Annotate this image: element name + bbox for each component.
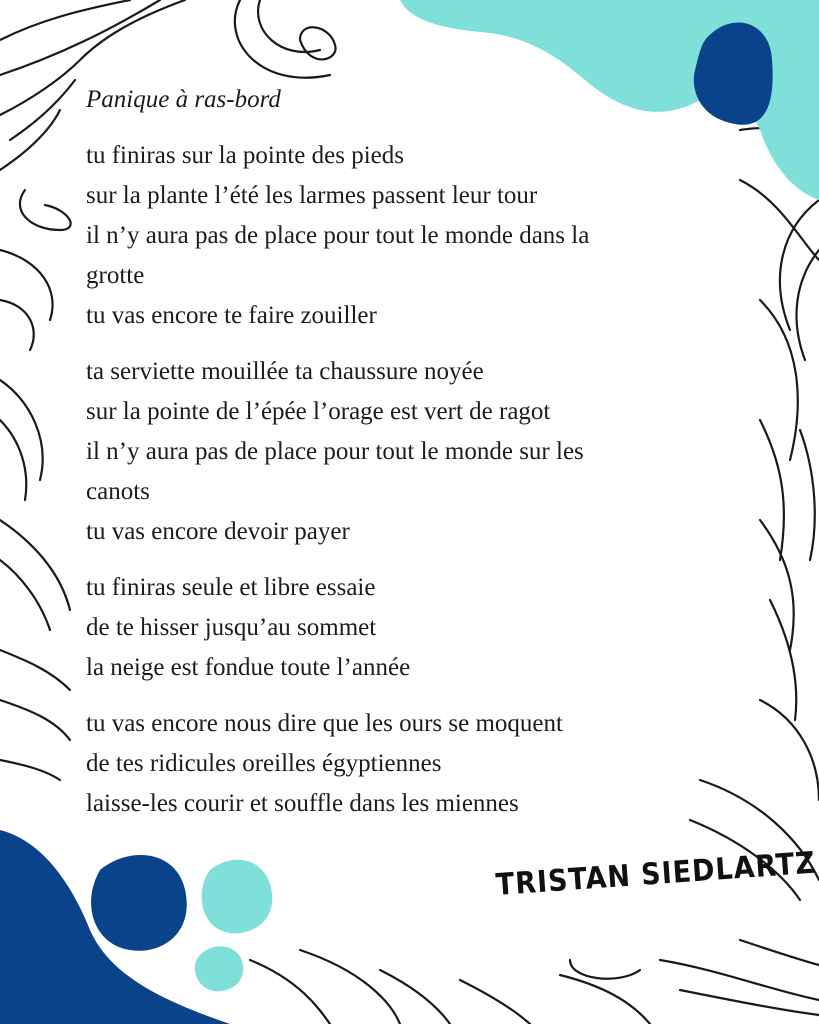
poem-line: ta serviette mouillée ta chaussure noyée bbox=[86, 358, 484, 385]
turquoise-circle-bottom bbox=[202, 860, 273, 934]
poem-line: de tes ridicules oreilles égyptiennes bbox=[86, 750, 442, 777]
poem-line: canots bbox=[86, 478, 150, 505]
poem-line: il n’y aura pas de place pour tout le monde dans la bbox=[86, 222, 590, 249]
poem-line: sur la pointe de l’épée l’orage est vert de ragot bbox=[86, 398, 551, 425]
stanza-1 bbox=[86, 136, 726, 336]
poem-line: tu vas encore te faire zouiller bbox=[86, 302, 377, 329]
poem-title: Panique à ras-bord bbox=[86, 86, 281, 113]
poem-line: laisse-les courir et souffle dans les miennes bbox=[86, 790, 519, 817]
turquoise-small-circle-bottom bbox=[195, 946, 243, 991]
navy-circle-bottom bbox=[91, 855, 187, 951]
poem-line: tu vas encore devoir payer bbox=[86, 518, 350, 545]
stanza-3 bbox=[86, 568, 726, 688]
poem-line: sur la plante l’été les larmes passent leur tour bbox=[86, 182, 538, 209]
poem-line: tu finiras sur la pointe des pieds bbox=[86, 142, 404, 169]
poem-line: de te hisser jusqu’au sommet bbox=[86, 614, 377, 641]
poem-line: la neige est fondue toute l’année bbox=[86, 654, 411, 681]
author-signature: TRISTAN SIEDLARTZ bbox=[494, 845, 817, 903]
poem bbox=[86, 84, 726, 840]
poem-line: il n’y aura pas de place pour tout le monde sur les bbox=[86, 438, 584, 465]
poem-line: tu vas encore nous dire que les ours se moquent bbox=[86, 710, 563, 737]
stanza-4 bbox=[86, 704, 726, 824]
stanza-2 bbox=[86, 352, 726, 552]
poem-line: grotte bbox=[86, 262, 145, 289]
poem-line: tu finiras seule et libre essaie bbox=[86, 574, 376, 601]
